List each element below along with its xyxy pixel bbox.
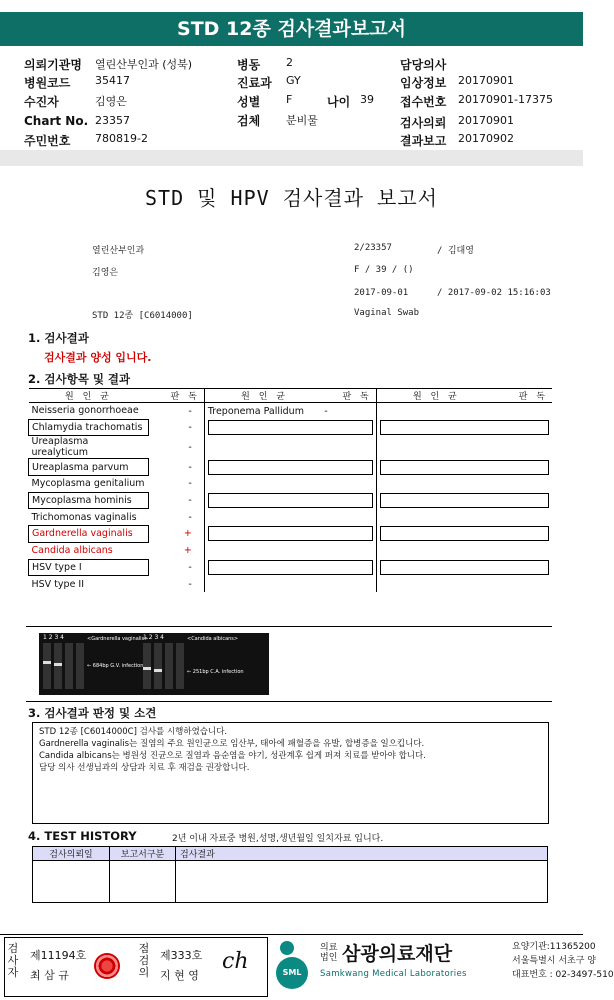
gel-image	[39, 633, 269, 695]
col-pathogen-2: 원 인 균	[204, 389, 324, 403]
gel-lanes-right: 1 2 3 4	[143, 634, 164, 641]
gel-right-band: ← 251bp C.A. infection	[187, 669, 244, 675]
contact-line-1: 요양기관:11365200	[512, 942, 596, 952]
chart-value: 23357	[95, 114, 130, 127]
specimen-type: Vaginal Swab	[354, 308, 420, 318]
pathogen-name: Ureaplasma parvum	[29, 459, 149, 476]
table-row	[29, 436, 553, 459]
pathogen-result: -	[324, 405, 328, 417]
request-label: 검사의뢰	[400, 116, 447, 130]
col-judge-2: 판 독	[324, 389, 376, 403]
section3-heading: 3. 검사결과 판정 및 소견	[28, 706, 157, 720]
empty-box	[208, 460, 373, 475]
col-pathogen-3: 원 인 균	[376, 389, 496, 403]
org-name: 삼광의료재단	[342, 943, 453, 965]
receipt-label: 접수번호	[400, 95, 447, 109]
empty-box	[380, 493, 549, 508]
pathogen-result: -	[188, 561, 192, 573]
date-requested: 2017-09-01	[354, 288, 409, 298]
age-value: 39	[360, 93, 374, 106]
pathogen-result: -	[188, 511, 192, 523]
conclusion-line: Gardnerella vaginalis는 질염의 주요 원인균으로 임산부, 태아에 패혈증을 유발, 합병증을 일으킵니다.	[39, 739, 425, 749]
inst-label: 의뢰기관명	[24, 58, 82, 72]
table-row	[29, 476, 553, 493]
pathogen-result: -	[188, 405, 192, 417]
clinical-value: 20170901	[458, 74, 514, 87]
doctor-name: / 김대영	[437, 246, 474, 256]
table-row	[29, 492, 553, 509]
table-row	[33, 861, 548, 903]
pathogen-name: Chlamydia trachomatis	[29, 419, 149, 436]
table-row	[29, 459, 553, 476]
clinical-label: 임상정보	[400, 76, 447, 90]
patient-info	[0, 52, 583, 150]
id-line: 2/23357	[354, 243, 392, 253]
org-english: Samkwang Medical Laboratories	[320, 969, 467, 979]
gel-right-title: <Candida albicans>	[187, 636, 239, 642]
conclusion-box	[32, 722, 549, 824]
empty-box	[380, 560, 549, 575]
col-pathogen-1: 원 인 균	[29, 389, 149, 403]
table-row	[29, 509, 553, 526]
results-table	[28, 388, 552, 592]
pathogen-name: Neisseria gonorrhoeae	[31, 405, 139, 417]
gel-left-title: <Gardnerella vaginalis>	[87, 636, 149, 642]
conclusion-line: STD 12종 [C6014000C] 검사를 시행하였습니다.	[39, 727, 228, 737]
checker-no: 제333호	[160, 949, 203, 962]
conclusion-line: 담당 의사 선생님과의 상담과 치료 후 재검을 권장합니다.	[39, 763, 250, 773]
hospital-name: 열린산부인과	[92, 246, 145, 256]
section2-heading: 2. 검사항목 및 결과	[28, 372, 131, 386]
contact-line-3: 대표번호 : 02-3497-510	[512, 970, 614, 980]
chart-label: Chart No.	[24, 114, 89, 128]
dept-label: 진료과	[237, 76, 272, 90]
sex-age: F / 39 / ()	[354, 265, 414, 275]
gel-image-panel	[26, 626, 552, 702]
doctor-label: 담당의사	[400, 58, 447, 72]
empty-box	[380, 420, 549, 435]
pathogen-name: Mycoplasma genitalium	[31, 478, 145, 490]
inspector-no: 제11194호	[30, 949, 87, 962]
patient-name: 김영은	[92, 268, 119, 278]
age-label: 나이	[327, 95, 351, 109]
section4-heading: 4. TEST HISTORY	[28, 829, 137, 843]
code-label: 병원코드	[24, 76, 71, 90]
col-test-result: 검사결과	[176, 847, 548, 861]
specimen-value: 분비물	[286, 114, 318, 127]
contact-line-2: 서울특별시 서초구 양	[512, 956, 596, 966]
dept-value: GY	[286, 74, 301, 87]
doctor-name-text: 김대영	[447, 246, 474, 256]
pathogen-result: +	[183, 545, 192, 557]
empty-box	[380, 460, 549, 475]
inspector-name: 최 삼 규	[30, 969, 69, 982]
signature: ch	[222, 949, 249, 974]
col-judge-1: 판 독	[148, 389, 204, 403]
date-reported: / 2017-09-02 15:16:03	[437, 288, 551, 298]
seal-stamp	[94, 953, 120, 979]
ward-value: 2	[286, 56, 293, 69]
pathogen-name: Trichomonas vaginalis	[31, 511, 137, 523]
sex-label: 성별	[237, 95, 261, 109]
pathogen-result: -	[188, 495, 192, 507]
sml-logo: SML	[274, 941, 314, 991]
receipt-value: 20170901-17375	[458, 93, 553, 106]
pathogen-result: -	[188, 422, 192, 434]
reg-value: 780819-2	[95, 132, 148, 145]
code-value: 35417	[95, 74, 130, 87]
table-row	[29, 576, 553, 593]
pathogen-name: Mycoplasma hominis	[29, 492, 149, 509]
page-title: STD 12종 검사결과보고서	[0, 12, 583, 46]
pathogen-name: HSV type II	[31, 578, 85, 590]
table-row	[29, 542, 553, 559]
inst-value: 열린산부인과 (성북)	[95, 58, 193, 71]
pathogen-result: -	[188, 461, 192, 473]
empty-box	[208, 526, 373, 541]
report-value: 20170902	[458, 132, 514, 145]
footer	[0, 934, 614, 1000]
pathogen-name: HSV type I	[29, 559, 149, 576]
table-row	[29, 403, 553, 420]
col-judge-3: 판 독	[496, 389, 552, 403]
org-prefix: 의료법인	[320, 943, 338, 963]
checker-name: 지 현 영	[160, 969, 199, 982]
table-row	[29, 419, 553, 436]
section1-heading: 1. 검사결과	[28, 331, 89, 345]
report-label: 결과보고	[400, 134, 447, 148]
table-row	[29, 526, 553, 543]
patient-label: 수진자	[24, 95, 59, 109]
inspector-label: 검사자	[7, 942, 19, 979]
request-value: 20170901	[458, 114, 514, 127]
empty-box	[208, 420, 373, 435]
specimen-label: 검체	[237, 114, 261, 128]
pathogen-name: Candida albicans	[31, 545, 113, 557]
pathogen-name: Gardnerella vaginalis	[29, 526, 149, 543]
table-row	[29, 559, 553, 576]
positive-result: 검사결과 양성 입니다.	[44, 351, 152, 364]
col-request-date: 검사의뢰일	[33, 847, 110, 861]
divider-band	[0, 150, 583, 166]
pathogen-result: +	[183, 528, 192, 540]
sex-value: F	[286, 93, 293, 106]
ward-label: 병동	[237, 58, 261, 72]
pathogen-result: -	[188, 478, 192, 490]
empty-box	[208, 493, 373, 508]
checker-label: 점검의	[138, 942, 150, 979]
patient-value: 김영은	[95, 95, 127, 108]
pathogen-result: -	[188, 441, 192, 453]
test-name: STD 12종 [C6014000]	[92, 311, 193, 321]
gel-lanes-left: 1 2 3 4	[43, 634, 64, 641]
empty-box	[380, 526, 549, 541]
history-note: 2년 이내 자료중 병원,성명,생년월일 일치자료 입니다.	[172, 834, 384, 844]
reg-label: 주민번호	[24, 134, 71, 148]
pathogen-name: Ureaplasma urealyticum	[31, 436, 89, 459]
pathogen-result: -	[188, 578, 192, 590]
col-report-type: 보고서구분	[110, 847, 176, 861]
history-table	[32, 846, 548, 903]
empty-box	[208, 560, 373, 575]
gel-left-band: ← 684bp G.V. infection	[87, 663, 144, 669]
conclusion-line: Candida albicans는 병원성 진균으로 질염과 음순염을 야기, 성관계후 쉽게 퍼져 치료를 받아야 합니다.	[39, 751, 426, 761]
report-title: STD 및 HPV 검사결과 보고서	[145, 186, 438, 210]
report-header	[0, 0, 583, 60]
pathogen-name: Treponema Pallidum	[204, 403, 324, 420]
